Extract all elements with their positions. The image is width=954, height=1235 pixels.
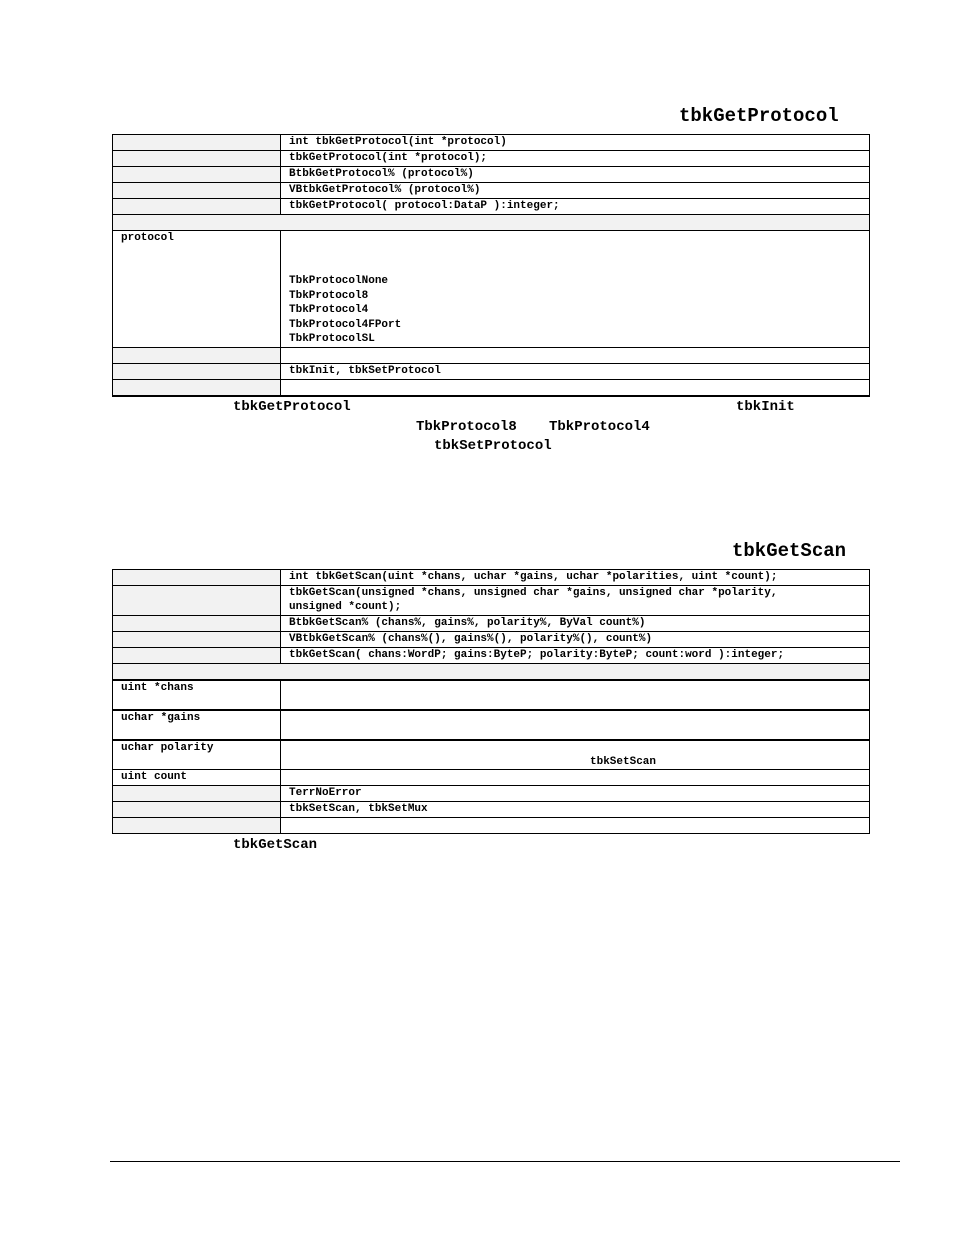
table-key-cell — [113, 632, 281, 648]
protocol-value: TbkProtocolSL — [289, 333, 375, 345]
get-scan-reference-table — [112, 569, 870, 834]
param-desc-protocol — [281, 231, 870, 348]
see-also-key — [113, 802, 281, 818]
table-key-cell — [113, 183, 281, 199]
note-set-protocol-ref: tbkSetProtocol — [434, 438, 552, 454]
get-protocol-reference-table — [112, 134, 870, 397]
program-key — [113, 380, 281, 396]
param-name-gains: uchar *gains — [113, 710, 281, 740]
see-also-value: tbkInit, tbkSetProtocol — [281, 364, 870, 380]
prototype-pascal: tbkGetScan( chans:WordP; gains:ByteP; polarity:ByteP; count:word ):integer; — [281, 648, 870, 664]
returns-key — [113, 348, 281, 364]
table-key-cell — [113, 616, 281, 632]
param-desc-polarity — [281, 740, 870, 770]
prototype-cpp-line: tbkGetScan(unsigned *chans, unsigned char *gains, unsigned char *polarity, — [289, 587, 778, 599]
param-name-chans: uint *chans — [113, 680, 281, 710]
note-get-scan-ref: tbkGetScan — [233, 837, 318, 853]
param-desc-gains — [281, 710, 870, 740]
table-key-cell — [113, 167, 281, 183]
protocol-value: TbkProtocolNone — [289, 275, 389, 287]
table-key-cell — [113, 570, 281, 586]
program-key — [113, 818, 281, 834]
param-name-polarity: uchar polarity — [113, 740, 281, 770]
prototype-basic: BtbkGetProtocol% (protocol%) — [281, 167, 870, 183]
prototype-vb: VBtbkGetProtocol% (protocol%) — [281, 183, 870, 199]
table-key-cell — [113, 648, 281, 664]
param-desc-chans — [281, 680, 870, 710]
prototype-cpp — [281, 586, 870, 616]
polarity-ref: tbkSetScan — [590, 755, 657, 768]
returns-value — [281, 348, 870, 364]
table-key-cell — [113, 151, 281, 167]
see-also-value: tbkSetScan, tbkSetMux — [281, 802, 870, 818]
parameters-band — [113, 215, 870, 231]
prototype-cpp-line: unsigned *count); — [289, 601, 402, 613]
note-protocol4-ref: TbkProtocol4 — [549, 419, 650, 435]
prototype-cpp: tbkGetProtocol(int *protocol); — [281, 151, 870, 167]
param-name-count: uint count — [113, 770, 281, 786]
param-desc-count — [281, 770, 870, 786]
see-also-key — [113, 364, 281, 380]
parameters-band — [113, 664, 870, 680]
prototype-vb: VBtbkGetScan% (chans%(), gains%(), polarity%(), count%) — [281, 632, 870, 648]
footer-rule — [110, 1161, 900, 1162]
note-init-ref: tbkInit — [736, 399, 795, 415]
table-key-cell — [113, 586, 281, 616]
prototype-pascal: tbkGetProtocol( protocol:DataP ):integer; — [281, 199, 870, 215]
section-title-get-protocol: tbkGetProtocol — [679, 105, 839, 127]
table-key-cell — [113, 135, 281, 151]
returns-value: TerrNoError — [281, 786, 870, 802]
prototype-c: int tbkGetScan(uint *chans, uchar *gains, uchar *polarities, uint *count); — [281, 570, 870, 586]
table-key-cell — [113, 199, 281, 215]
section-title-get-scan: tbkGetScan — [732, 540, 847, 562]
note-fn-ref: tbkGetProtocol — [233, 399, 351, 415]
param-name-protocol: protocol — [113, 231, 281, 348]
returns-key — [113, 786, 281, 802]
note-protocol8-ref: TbkProtocol8 — [416, 419, 517, 435]
protocol-value: TbkProtocol8 — [289, 289, 369, 302]
prototype-c: int tbkGetProtocol(int *protocol) — [281, 135, 870, 151]
program-value — [281, 818, 870, 834]
protocol-value: TbkProtocol4 — [289, 304, 369, 316]
prototype-basic: BtbkGetScan% (chans%, gains%, polarity%, ByVal count%) — [281, 616, 870, 632]
protocol-value: TbkProtocol4FPort — [289, 318, 402, 331]
program-value — [281, 380, 870, 396]
